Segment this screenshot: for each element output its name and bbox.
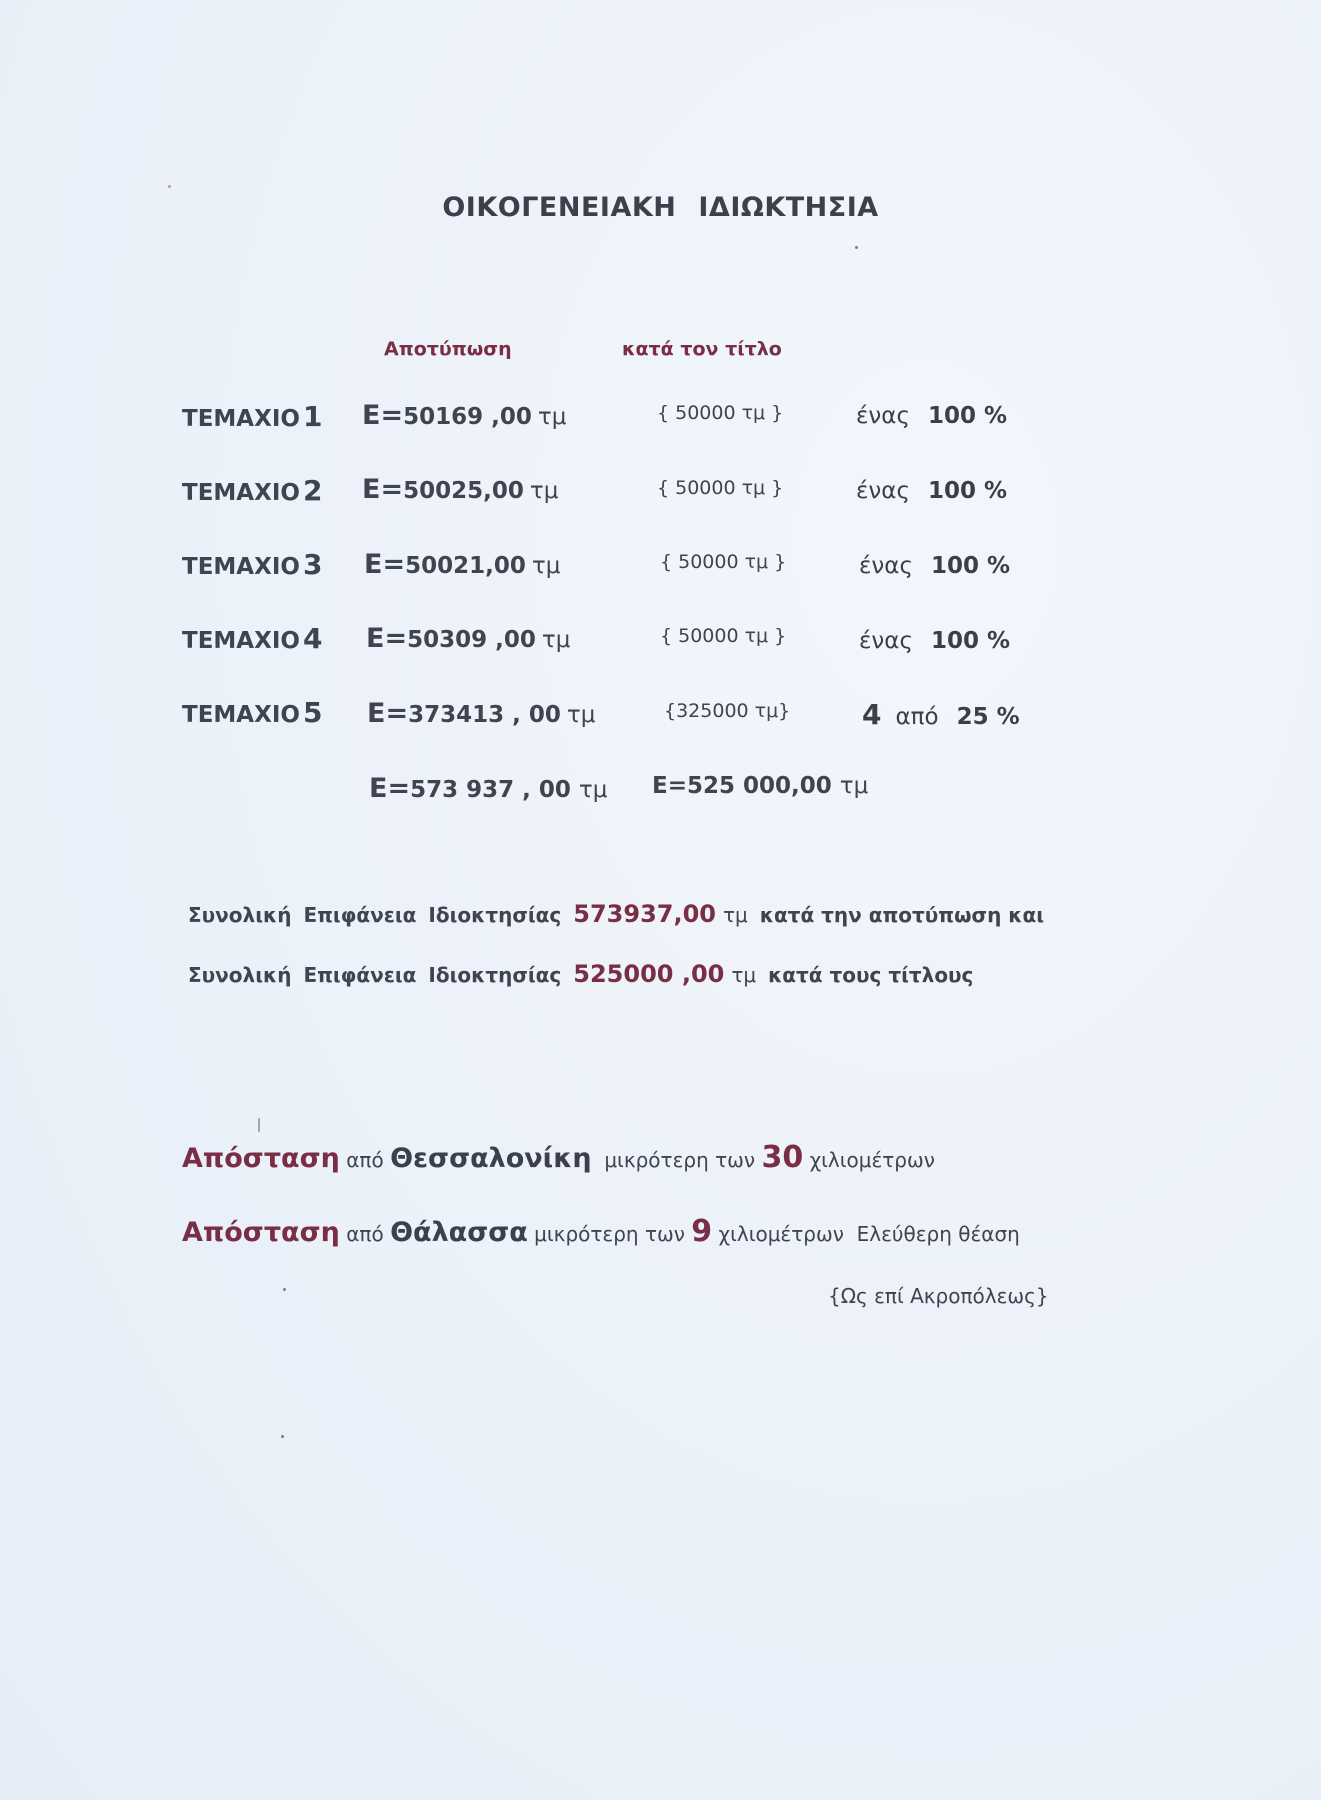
parcel-share: ένας 100 % xyxy=(856,478,1008,504)
title-total: Ε=525 000,00 τμ xyxy=(652,773,869,799)
scan-speck xyxy=(258,1118,260,1132)
parcel-label: ΤΕΜΑΧΙΟ 5 xyxy=(182,696,323,729)
parcel-label: ΤΕΜΑΧΙΟ 4 xyxy=(182,622,323,655)
distance-sea: Απόσταση από Θάλασσα μικρότερη των 9 χιλιομέτρων Ελεύθερη θέαση xyxy=(182,1214,1020,1249)
parcel-survey-area: Ε=50309 ,00 τμ xyxy=(366,623,571,654)
page-title xyxy=(0,192,1321,223)
summary-line-survey: Συνολική Επιφάνεια Ιδιοκτησίας 573937,00 τμ κατά την αποτύπωση και xyxy=(188,900,1045,928)
title-word-1: ΟΙΚΟΓΕΝΕΙΑΚΗ xyxy=(442,192,677,223)
parcel-title-area: { 50000 τμ } xyxy=(660,625,787,647)
parcel-label: ΤΕΜΑΧΙΟ 2 xyxy=(182,474,323,507)
parcel-survey-area: Ε=50025,00 τμ xyxy=(362,474,559,505)
parcel-survey-area: Ε=50021,00 τμ xyxy=(364,549,561,580)
scan-speck xyxy=(855,246,858,249)
column-header-survey: Αποτύπωση xyxy=(384,338,512,360)
column-header-by-title: κατά τον τίτλο xyxy=(622,338,782,360)
scan-speck xyxy=(168,185,171,188)
parcel-share: ένας 100 % xyxy=(859,628,1011,654)
parcel-title-area: { 50000 τμ } xyxy=(657,402,784,424)
parcel-share: ένας 100 % xyxy=(856,403,1008,429)
parcel-share: ένας 100 % xyxy=(859,553,1011,579)
scan-speck xyxy=(281,1435,284,1438)
summary-line-title: Συνολική Επιφάνεια Ιδιοκτησίας 525000 ,00 τμ κατά τους τίτλους xyxy=(188,960,974,988)
parcel-title-area: { 50000 τμ } xyxy=(657,477,784,499)
scan-speck xyxy=(283,1288,286,1291)
title-word-2: ΙΔΙΩΚΤΗΣΙΑ xyxy=(698,192,879,223)
parcel-share: 4 από 25 % xyxy=(862,698,1020,731)
parcel-title-area: { 50000 τμ } xyxy=(660,551,787,573)
acropolis-note: {Ως επί Ακροπόλεως} xyxy=(828,1284,1049,1308)
distance-thessaloniki: Απόσταση από Θεσσαλονίκη μικρότερη των 30 χιλιομέτρων xyxy=(182,1140,935,1175)
parcel-label: ΤΕΜΑΧΙΟ 1 xyxy=(182,400,323,433)
parcel-survey-area: Ε=50169 ,00 τμ xyxy=(362,400,567,431)
survey-total: Ε=573 937 , 00 τμ xyxy=(369,773,608,804)
parcel-title-area: {325000 τμ} xyxy=(664,700,791,722)
parcel-label: ΤΕΜΑΧΙΟ 3 xyxy=(182,548,323,581)
parcel-survey-area: Ε=373413 , 00 τμ xyxy=(367,698,596,729)
